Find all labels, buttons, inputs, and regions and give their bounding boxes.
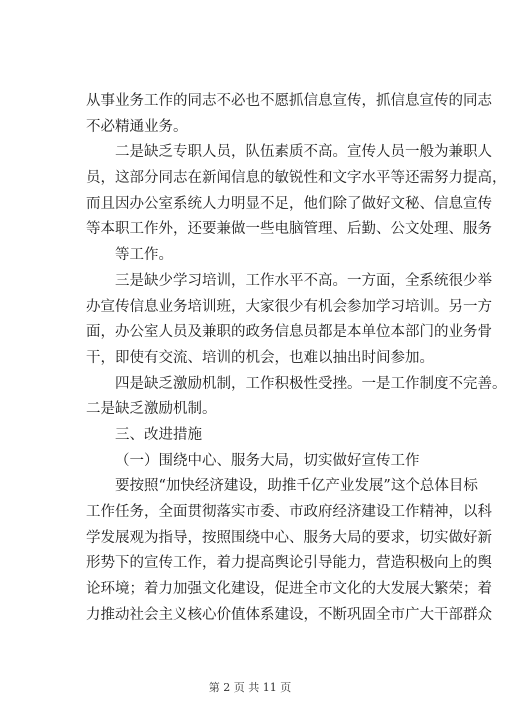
text-line: 要按照“加快经济建设，助推千亿产业发展”这个总体目标	[115, 478, 478, 495]
subsection-heading: （一）围绕中心、服务大局，切实做好宣传工作	[115, 452, 420, 469]
text-line: 三是缺少学习培训，工作水平不高。一方面，全系统很少举	[115, 272, 492, 289]
text-line: 工作任务，全面贯彻落实市委、市政府经济建设工作精神，以科	[86, 504, 492, 520]
text-line: 办宣传信息业务培训班，大家很少有机会参加学习培训。另一方	[86, 298, 492, 315]
text-line: 不必精通业务。	[86, 118, 188, 135]
text-line: 而且因办公室系统人力明显不足，他们除了做好文秘、信息宣传	[86, 195, 492, 212]
text-line: 从事业务工作的同志不必也不愿抓信息宣传，抓信息宣传的同志	[86, 93, 492, 109]
section-heading: 三、改进措施	[115, 426, 202, 443]
text-line: 形势下的宣传工作，着力提高舆论引导能力，营造积极向上的舆	[86, 555, 492, 572]
document-body	[86, 89, 507, 628]
text-line: 等工作。	[115, 247, 173, 264]
text-line: 二是缺乏激励机制。	[86, 401, 217, 418]
text-line: 四是缺乏激励机制，工作积极性受挫。一是工作制度不完善。	[115, 375, 507, 392]
text-line: 学发展观为指导，按照围绕中心、服务大局的要求，切实做好新	[86, 529, 492, 546]
text-line: 干，即使有交流、培训的机会，也难以抽出时间参加。	[86, 349, 434, 366]
text-line: 面，办公室人员及兼职的政务信息员都是本单位本部门的业务骨	[86, 324, 492, 341]
page-footer: 第 2 页 共 11 页	[208, 681, 292, 694]
text-line: 二是缺乏专职人员，队伍素质不高。宣传人员一般为兼职人	[115, 144, 492, 161]
text-line: 员，这部分同志在新闻信息的敏锐性和文字水平等还需努力提高，	[86, 170, 507, 187]
text-line: 论环境；着力加强文化建设，促进全市文化的大发展大繁荣；着	[86, 581, 492, 598]
text-line: 力推动社会主义核心价值体系建设，不断巩固全市广大干部群众	[86, 606, 492, 623]
text-line: 等本职工作外，还要兼做一些电脑管理、后勤、公文处理、服务	[86, 221, 492, 238]
